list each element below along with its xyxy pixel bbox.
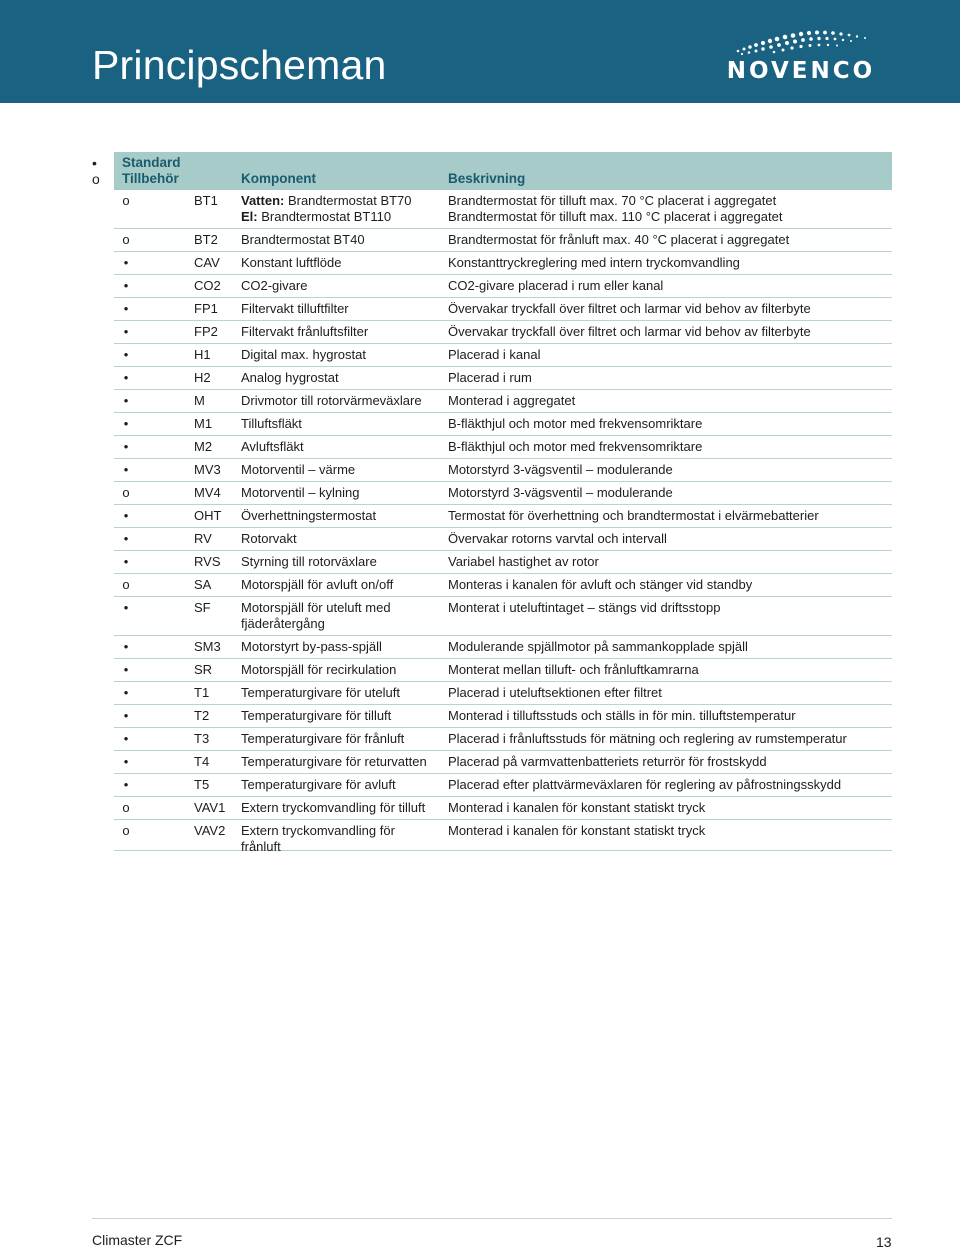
row-mark: • xyxy=(123,554,129,569)
row-description: Monteras i kanalen för avluft och stänger vid standby xyxy=(448,577,753,592)
row-description: Monterad i kanalen för konstant statiskt tryck xyxy=(448,800,706,815)
table-row xyxy=(114,413,892,436)
footer-product-name: Climaster ZCF xyxy=(92,1232,183,1248)
row-mark: • xyxy=(123,393,129,408)
header-tillbehor: Tillbehör xyxy=(122,171,179,186)
row-code: RVS xyxy=(194,554,221,569)
row-mark: • xyxy=(123,462,129,477)
table-row xyxy=(114,528,892,551)
row-description: Monterat i uteluftintaget – stängs vid driftsstopp xyxy=(448,600,721,615)
row-component: Drivmotor till rotorvärmeväxlare xyxy=(241,393,422,408)
table-row xyxy=(114,751,892,774)
row-component xyxy=(241,600,441,632)
table-row xyxy=(114,682,892,705)
table-header xyxy=(114,152,892,190)
table-row xyxy=(114,505,892,528)
row-mark: • xyxy=(123,416,129,431)
description-line: Brandtermostat för tilluft max. 70 °C placerat i aggregatet xyxy=(448,193,777,208)
row-mark: o xyxy=(122,800,130,815)
row-mark: • xyxy=(123,685,129,700)
description-line: Brandtermostat för tilluft max. 110 °C placerat i aggregatet xyxy=(448,209,783,224)
row-code: H1 xyxy=(194,347,211,362)
row-mark: • xyxy=(123,370,129,385)
row-code: MV4 xyxy=(194,485,221,500)
table-row xyxy=(114,482,892,505)
legend-standard-symbol: • xyxy=(92,155,97,171)
component-line: frånluft xyxy=(241,839,281,854)
row-code: T3 xyxy=(194,731,210,746)
row-code: M1 xyxy=(194,416,213,431)
logo-swoosh-icon xyxy=(732,26,876,56)
component-line: Motorspjäll för uteluft med xyxy=(241,600,391,615)
row-mark: o xyxy=(122,485,130,500)
row-code: SM3 xyxy=(194,639,221,654)
row-code: T1 xyxy=(194,685,210,700)
row-description: Monterad i tilluftsstuds och ställs in för min. tilluftstemperatur xyxy=(448,708,796,723)
row-mark: • xyxy=(123,301,129,316)
row-component: Motorspjäll för avluft on/off xyxy=(241,577,394,592)
component-line: Extern tryckomvandling för xyxy=(241,823,395,838)
row-mark: o xyxy=(122,232,130,247)
row-description: Variabel hastighet av rotor xyxy=(448,554,599,569)
table-row xyxy=(114,298,892,321)
row-component: Temperaturgivare för tilluft xyxy=(241,708,392,723)
row-code: H2 xyxy=(194,370,211,385)
page-header xyxy=(0,0,960,103)
row-mark: • xyxy=(123,662,129,677)
table-row xyxy=(114,774,892,797)
row-description: Motorstyrd 3-vägsventil – modulerande xyxy=(448,485,673,500)
row-code: MV3 xyxy=(194,462,221,477)
row-component: Extern tryckomvandling för tilluft xyxy=(241,800,426,815)
row-description: Monterad i aggregatet xyxy=(448,393,576,408)
row-code: T2 xyxy=(194,708,210,723)
row-mark: • xyxy=(123,255,129,270)
page-number: 13 xyxy=(876,1234,892,1250)
row-mark: • xyxy=(123,731,129,746)
table-row xyxy=(114,436,892,459)
row-mark: • xyxy=(123,439,129,454)
row-description: Placerad i rum xyxy=(448,370,532,385)
header-beskrivning: Beskrivning xyxy=(448,171,526,186)
row-description: Placerad i kanal xyxy=(448,347,541,362)
row-component: Motorventil – kylning xyxy=(241,485,360,500)
table-row xyxy=(114,636,892,659)
row-description: Monterad i kanalen för konstant statiskt tryck xyxy=(448,823,706,838)
logo-wordmark: NOVENCO xyxy=(726,58,876,84)
footer-divider xyxy=(92,1218,892,1219)
row-code: BT1 xyxy=(194,193,218,208)
row-component: Avluftsfläkt xyxy=(241,439,304,454)
row-description: Motorstyrd 3-vägsventil – modulerande xyxy=(448,462,673,477)
row-mark: • xyxy=(123,347,129,362)
component-text-water: Brandtermostat BT70 xyxy=(284,193,412,208)
row-component: Temperaturgivare för uteluft xyxy=(241,685,400,700)
row-component: Motorstyrt by-pass-spjäll xyxy=(241,639,382,654)
row-component: Filtervakt tilluftfilter xyxy=(241,301,349,316)
row-mark: • xyxy=(123,639,129,654)
row-component: Filtervakt frånluftsfilter xyxy=(241,324,369,339)
table-row xyxy=(114,728,892,751)
table-row xyxy=(114,459,892,482)
row-code: OHT xyxy=(194,508,222,523)
row-component: Brandtermostat BT40 xyxy=(241,232,365,247)
row-code: VAV1 xyxy=(194,800,226,815)
row-description: Övervakar tryckfall över filtret och larmar vid behov av filterbyte xyxy=(448,324,811,339)
row-description: Monterat mellan tilluft- och frånluftkamrarna xyxy=(448,662,699,677)
novenco-logo xyxy=(706,26,894,86)
row-component: Motorspjäll för recirkulation xyxy=(241,662,397,677)
row-component: Temperaturgivare för avluft xyxy=(241,777,396,792)
row-description: Termostat för överhettning och brandtermostat i elvärmebatterier xyxy=(448,508,819,523)
row-description xyxy=(448,193,892,225)
row-component: Överhettningstermostat xyxy=(241,508,377,523)
row-code: T5 xyxy=(194,777,210,792)
table-row xyxy=(114,659,892,682)
row-component: Motorventil – värme xyxy=(241,462,356,477)
row-code: T4 xyxy=(194,754,210,769)
row-description: Konstanttryckreglering med intern tryckomvandling xyxy=(448,255,740,270)
row-component: Digital max. hygrostat xyxy=(241,347,366,362)
row-code: M2 xyxy=(194,439,213,454)
row-code: BT2 xyxy=(194,232,218,247)
row-code: SR xyxy=(194,662,213,677)
table-row xyxy=(114,820,892,854)
row-component xyxy=(241,823,441,855)
table-row xyxy=(114,344,892,367)
table-row xyxy=(114,551,892,574)
row-description: CO2-givare placerad i rum eller kanal xyxy=(448,278,664,293)
header-standard: Standard xyxy=(122,155,181,170)
row-description: Modulerande spjällmotor på sammankopplade spjäll xyxy=(448,639,748,654)
row-component: Tilluftsfläkt xyxy=(241,416,302,431)
table-row xyxy=(114,705,892,728)
row-mark: • xyxy=(123,777,129,792)
row-mark: • xyxy=(123,531,129,546)
row-component xyxy=(241,193,441,225)
row-mark: o xyxy=(122,823,130,838)
row-code: M xyxy=(194,393,205,408)
table-row xyxy=(114,229,892,252)
table-row xyxy=(114,797,892,820)
row-description: Övervakar tryckfall över filtret och larmar vid behov av filterbyte xyxy=(448,301,811,316)
row-mark: o xyxy=(122,577,130,592)
row-component: Temperaturgivare för frånluft xyxy=(241,731,405,746)
table-row xyxy=(114,574,892,597)
row-mark: • xyxy=(123,324,129,339)
component-label-water: Vatten: xyxy=(241,193,285,208)
page-title: Principscheman xyxy=(92,42,387,88)
component-label-el: El: xyxy=(241,209,258,224)
row-component: CO2-givare xyxy=(241,278,308,293)
row-code: CAV xyxy=(194,255,220,270)
row-description: Brandtermostat för frånluft max. 40 °C placerat i aggregatet xyxy=(448,232,790,247)
row-mark: • xyxy=(123,508,129,523)
row-mark: • xyxy=(123,754,129,769)
header-komponent: Komponent xyxy=(241,171,316,186)
row-code: FP1 xyxy=(194,301,218,316)
table-row xyxy=(114,597,892,636)
table-row xyxy=(114,190,892,229)
row-mark: • xyxy=(123,278,129,293)
component-text-el: Brandtermostat BT110 xyxy=(257,209,392,224)
row-code: RV xyxy=(194,531,212,546)
row-component: Temperaturgivare för returvatten xyxy=(241,754,427,769)
row-description: Placerad efter plattvärmeväxlaren för reglering av påfrostningsskydd xyxy=(448,777,842,792)
row-component: Styrning till rotorväxlare xyxy=(241,554,377,569)
row-component: Rotorvakt xyxy=(241,531,297,546)
row-code: FP2 xyxy=(194,324,218,339)
table-row xyxy=(114,367,892,390)
row-description: Placerad i uteluftsektionen efter filtret xyxy=(448,685,662,700)
row-description: Övervakar rotorns varvtal och intervall xyxy=(448,531,667,546)
component-line: fjäderåtergång xyxy=(241,616,325,631)
row-description: Placerad i frånluftsstuds för mätning och reglering av rumstemperatur xyxy=(448,731,847,746)
row-code: SF xyxy=(194,600,211,615)
row-mark: o xyxy=(122,193,130,208)
table-row xyxy=(114,321,892,344)
row-description: Placerad på varmvattenbatteriets returrör för frostskydd xyxy=(448,754,767,769)
table-row xyxy=(114,275,892,298)
table-row xyxy=(114,390,892,413)
row-mark: • xyxy=(123,708,129,723)
row-description: B-fläkthjul och motor med frekvensomriktare xyxy=(448,416,703,431)
row-code: SA xyxy=(194,577,212,592)
row-description: B-fläkthjul och motor med frekvensomriktare xyxy=(448,439,703,454)
row-code: CO2 xyxy=(194,278,221,293)
table-row xyxy=(114,252,892,275)
row-component: Konstant luftflöde xyxy=(241,255,342,270)
legend-accessory-symbol: o xyxy=(92,171,100,187)
row-mark: • xyxy=(123,600,129,615)
row-code: VAV2 xyxy=(194,823,226,838)
row-component: Analog hygrostat xyxy=(241,370,339,385)
